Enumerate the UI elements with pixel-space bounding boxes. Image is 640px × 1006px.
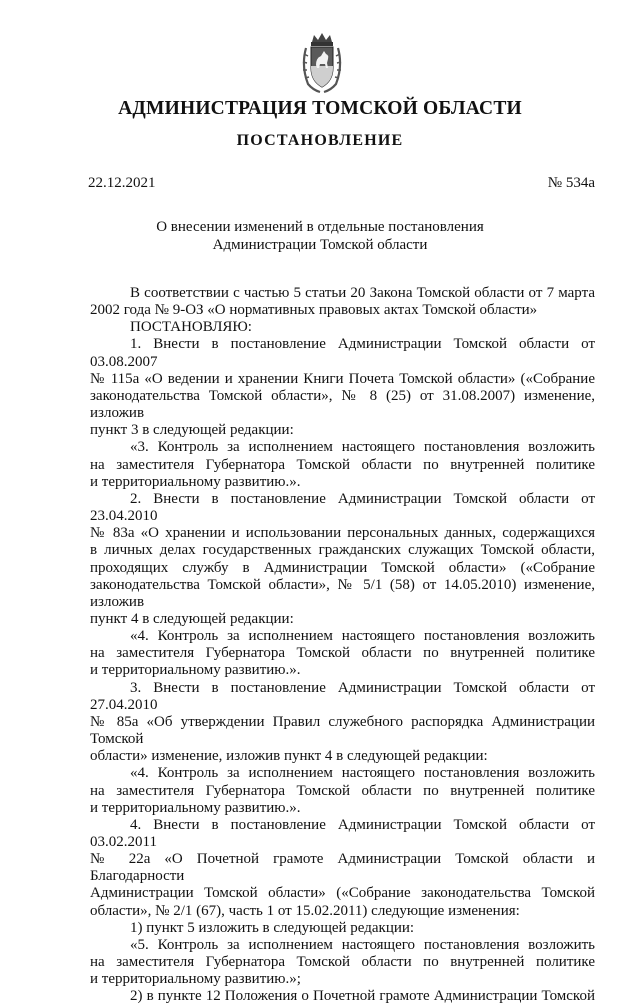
body-line: 2) в пункте 12 Положения о Почетной грамоте Администрации Томской: [130, 988, 595, 1005]
body-line: 1. Внести в постановление Администрации Томской области от 03.08.2007: [90, 336, 595, 370]
document-body: [90, 285, 595, 1006]
body-line: № 115а «О ведении и хранении Книги Почета Томской области» («Собрание: [90, 370, 595, 387]
body-line: на заместителя Губернатора Томской области по внутренней политике: [90, 456, 595, 473]
document-subject: [0, 218, 640, 254]
body-line: ПОСТАНОВЛЯЮ:: [130, 319, 252, 336]
body-line: проходящих службу в Администрации Томской области» («Собрание: [90, 559, 595, 576]
body-line: «4. Контроль за исполнением настоящего постановления возложить: [130, 765, 595, 782]
body-line: Администрации Томской области» («Собрание законодательства Томской: [90, 885, 595, 902]
body-line: № 22а «О Почетной грамоте Администрации Томской области и Благодарности: [90, 851, 595, 885]
body-line: на заместителя Губернатора Томской области по внутренней политике: [90, 954, 595, 971]
document-type: ПОСТАНОВЛЕНИЕ: [236, 132, 404, 149]
body-line: 3. Внести в постановление Администрации Томской области от 27.04.2010: [90, 679, 595, 713]
body-line: и территориальному развитию.».: [90, 662, 301, 679]
body-line: В соответствии с частью 5 статьи 20 Закона Томской области от 7 марта: [130, 285, 595, 301]
body-line: области», № 2/1 (67), часть 1 от 15.02.2011) следующие изменения:: [90, 902, 520, 919]
body-line: законодательства Томской области», № 8 (25) от 31.08.2007) изменение, изложив: [90, 387, 595, 422]
body-line: 2. Внести в постановление Администрации Томской области от 23.04.2010: [90, 490, 595, 525]
body-line: 2002 года № 9-ОЗ «О нормативных правовых актах Томской области»: [90, 302, 538, 319]
body-line: пункт 4 в следующей редакции:: [90, 610, 294, 627]
body-line: и территориальному развитию.»;: [90, 971, 301, 988]
body-line: на заместителя Губернатора Томской области по внутренней политике: [90, 782, 595, 799]
body-line: и территориальному развитию.».: [90, 799, 301, 816]
body-line: 1) пункт 5 изложить в следующей редакции:: [130, 919, 415, 936]
body-line: «4. Контроль за исполнением настоящего постановления возложить: [130, 628, 595, 645]
body-line: на заместителя Губернатора Томской области по внутренней политике: [90, 645, 595, 662]
body-line: и территориальному развитию.».: [90, 473, 301, 490]
body-line: законодательства Томской области», № 5/1 (58) от 14.05.2010) изменение, изложив: [90, 576, 595, 610]
body-line: области» изменение, изложив пункт 4 в следующей редакции:: [90, 748, 488, 765]
coat-of-arms-icon: [300, 32, 344, 94]
body-line: № 85а «Об утверждении Правил служебного распорядка Администрации Томской: [90, 713, 595, 748]
subject-line: Администрации Томской области: [212, 237, 428, 253]
body-line: в личных делах государственных гражданских служащих Томской области,: [90, 542, 595, 559]
body-line: «5. Контроль за исполнением настоящего постановления возложить: [130, 936, 595, 953]
document-date: 22.12.2021: [88, 175, 156, 191]
body-line: «3. Контроль за исполнением настоящего постановления возложить: [130, 439, 595, 456]
body-line: 4. Внести в постановление Администрации Томской области от 03.02.2011: [90, 816, 595, 850]
subject-line: О внесении изменений в отдельные постановления: [156, 219, 484, 235]
body-line: пункт 3 в следующей редакции:: [90, 422, 294, 439]
organization-title: АДМИНИСТРАЦИЯ ТОМСКОЙ ОБЛАСТИ: [118, 98, 522, 119]
document-number: № 534а: [547, 175, 595, 191]
body-line: № 83а «О хранении и использовании персональных данных, содержащихся: [90, 525, 595, 542]
